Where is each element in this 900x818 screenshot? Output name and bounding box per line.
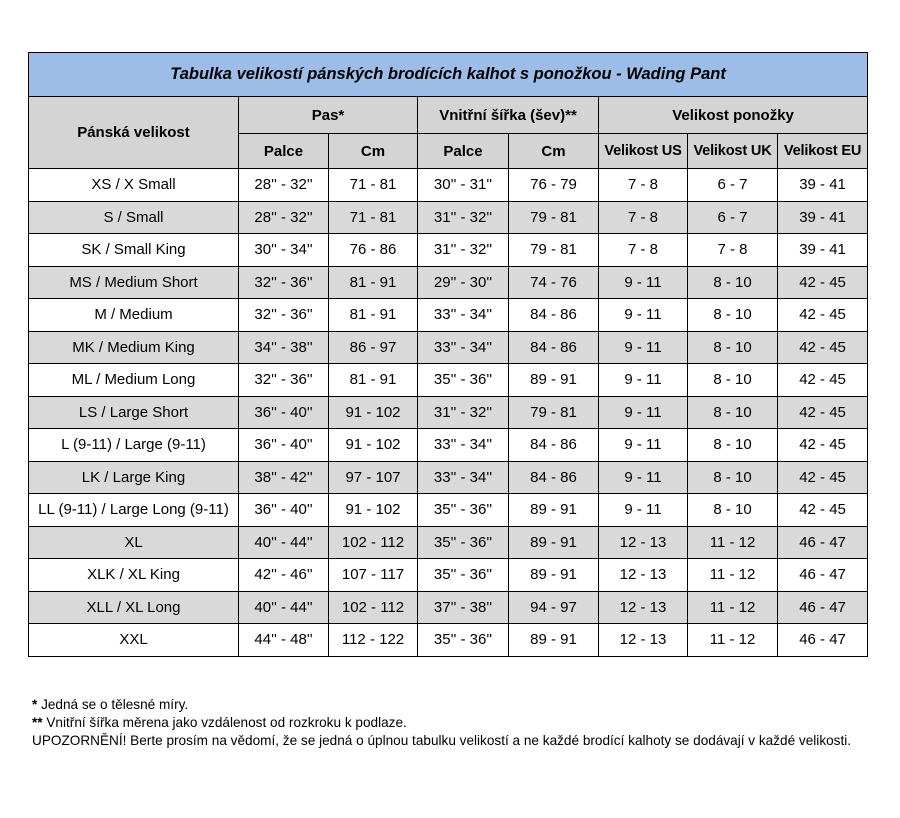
cell-waist-in: 30'' - 34'' bbox=[239, 234, 329, 267]
cell-size: L (9-11) / Large (9-11) bbox=[29, 429, 239, 462]
cell-inseam-in: 31'' - 32'' bbox=[418, 234, 509, 267]
size-chart bbox=[28, 52, 867, 657]
subheader-waist-cm: Cm bbox=[329, 134, 418, 169]
cell-size: SK / Small King bbox=[29, 234, 239, 267]
subheader-inseam-cm: Cm bbox=[509, 134, 599, 169]
cell-inseam-in: 35'' - 36'' bbox=[418, 624, 509, 657]
cell-waist-in: 34'' - 38'' bbox=[239, 331, 329, 364]
table-row bbox=[29, 266, 868, 299]
cell-sock-us: 7 - 8 bbox=[599, 169, 688, 202]
cell-sock-eu: 46 - 47 bbox=[778, 591, 868, 624]
cell-inseam-cm: 74 - 76 bbox=[509, 266, 599, 299]
cell-waist-cm: 107 - 117 bbox=[329, 559, 418, 592]
footnote-1-marker: * bbox=[32, 697, 38, 712]
cell-sock-us: 9 - 11 bbox=[599, 461, 688, 494]
cell-sock-eu: 46 - 47 bbox=[778, 526, 868, 559]
table-body bbox=[29, 169, 868, 657]
cell-size: XL bbox=[29, 526, 239, 559]
header-inseam: Vnitřní šířka (šev)** bbox=[418, 97, 599, 134]
cell-sock-uk: 8 - 10 bbox=[688, 299, 778, 332]
cell-sock-us: 9 - 11 bbox=[599, 299, 688, 332]
cell-sock-uk: 8 - 10 bbox=[688, 429, 778, 462]
cell-waist-cm: 91 - 102 bbox=[329, 429, 418, 462]
cell-inseam-in: 33'' - 34'' bbox=[418, 331, 509, 364]
cell-inseam-in: 31'' - 32'' bbox=[418, 201, 509, 234]
cell-waist-cm: 102 - 112 bbox=[329, 591, 418, 624]
cell-sock-uk: 8 - 10 bbox=[688, 461, 778, 494]
cell-sock-us: 9 - 11 bbox=[599, 266, 688, 299]
cell-inseam-in: 35'' - 36'' bbox=[418, 364, 509, 397]
cell-waist-cm: 97 - 107 bbox=[329, 461, 418, 494]
cell-sock-eu: 42 - 45 bbox=[778, 494, 868, 527]
cell-waist-cm: 86 - 97 bbox=[329, 331, 418, 364]
cell-inseam-cm: 84 - 86 bbox=[509, 331, 599, 364]
warning-note: UPOZORNĚNÍ! Berte prosím na vědomí, že se jedná o úplnou tabulku velikostí a ne každé brodící kalhoty se dodávají v každé velikosti. bbox=[32, 733, 852, 748]
cell-waist-in: 40'' - 44'' bbox=[239, 526, 329, 559]
cell-inseam-in: 35'' - 36'' bbox=[418, 526, 509, 559]
cell-inseam-in: 33'' - 34'' bbox=[418, 299, 509, 332]
cell-waist-cm: 91 - 102 bbox=[329, 494, 418, 527]
table-row bbox=[29, 494, 868, 527]
cell-sock-uk: 11 - 12 bbox=[688, 526, 778, 559]
cell-sock-eu: 42 - 45 bbox=[778, 331, 868, 364]
cell-waist-cm: 102 - 112 bbox=[329, 526, 418, 559]
table-row bbox=[29, 559, 868, 592]
footnote-2 bbox=[32, 714, 852, 732]
cell-sock-us: 7 - 8 bbox=[599, 201, 688, 234]
cell-sock-us: 9 - 11 bbox=[599, 494, 688, 527]
cell-sock-uk: 8 - 10 bbox=[688, 396, 778, 429]
header-waist: Pas* bbox=[239, 97, 418, 134]
cell-sock-eu: 42 - 45 bbox=[778, 461, 868, 494]
table-row bbox=[29, 331, 868, 364]
cell-sock-eu: 46 - 47 bbox=[778, 559, 868, 592]
cell-waist-in: 28'' - 32'' bbox=[239, 169, 329, 202]
cell-inseam-cm: 79 - 81 bbox=[509, 396, 599, 429]
cell-sock-eu: 42 - 45 bbox=[778, 396, 868, 429]
cell-size: XLL / XL Long bbox=[29, 591, 239, 624]
cell-inseam-cm: 84 - 86 bbox=[509, 429, 599, 462]
cell-inseam-cm: 79 - 81 bbox=[509, 201, 599, 234]
cell-sock-us: 12 - 13 bbox=[599, 624, 688, 657]
cell-sock-us: 9 - 11 bbox=[599, 429, 688, 462]
cell-sock-uk: 11 - 12 bbox=[688, 624, 778, 657]
cell-waist-cm: 81 - 91 bbox=[329, 364, 418, 397]
cell-sock-uk: 8 - 10 bbox=[688, 266, 778, 299]
cell-size: LS / Large Short bbox=[29, 396, 239, 429]
cell-inseam-cm: 89 - 91 bbox=[509, 364, 599, 397]
cell-size: LL (9-11) / Large Long (9-11) bbox=[29, 494, 239, 527]
cell-sock-uk: 6 - 7 bbox=[688, 169, 778, 202]
cell-waist-in: 44'' - 48'' bbox=[239, 624, 329, 657]
cell-inseam-in: 37'' - 38'' bbox=[418, 591, 509, 624]
cell-size: MK / Medium King bbox=[29, 331, 239, 364]
cell-size: LK / Large King bbox=[29, 461, 239, 494]
cell-sock-eu: 42 - 45 bbox=[778, 429, 868, 462]
table-row bbox=[29, 396, 868, 429]
cell-waist-cm: 81 - 91 bbox=[329, 299, 418, 332]
cell-inseam-cm: 84 - 86 bbox=[509, 299, 599, 332]
cell-sock-eu: 39 - 41 bbox=[778, 169, 868, 202]
cell-size: XLK / XL King bbox=[29, 559, 239, 592]
cell-waist-in: 32'' - 36'' bbox=[239, 266, 329, 299]
cell-waist-cm: 71 - 81 bbox=[329, 201, 418, 234]
footnote-2-marker: ** bbox=[32, 715, 43, 730]
cell-sock-us: 9 - 11 bbox=[599, 396, 688, 429]
cell-sock-us: 9 - 11 bbox=[599, 331, 688, 364]
cell-waist-cm: 91 - 102 bbox=[329, 396, 418, 429]
cell-inseam-in: 35'' - 36'' bbox=[418, 559, 509, 592]
cell-waist-cm: 76 - 86 bbox=[329, 234, 418, 267]
cell-sock-uk: 11 - 12 bbox=[688, 559, 778, 592]
cell-sock-us: 9 - 11 bbox=[599, 364, 688, 397]
table-row bbox=[29, 201, 868, 234]
table-row bbox=[29, 299, 868, 332]
cell-sock-eu: 42 - 45 bbox=[778, 266, 868, 299]
cell-inseam-in: 31'' - 32'' bbox=[418, 396, 509, 429]
cell-waist-cm: 81 - 91 bbox=[329, 266, 418, 299]
cell-size: XXL bbox=[29, 624, 239, 657]
cell-waist-in: 36'' - 40'' bbox=[239, 494, 329, 527]
cell-waist-in: 38'' - 42'' bbox=[239, 461, 329, 494]
cell-inseam-in: 33'' - 34'' bbox=[418, 461, 509, 494]
table-row bbox=[29, 591, 868, 624]
cell-sock-eu: 39 - 41 bbox=[778, 201, 868, 234]
cell-sock-uk: 6 - 7 bbox=[688, 201, 778, 234]
cell-waist-in: 28'' - 32'' bbox=[239, 201, 329, 234]
cell-sock-uk: 8 - 10 bbox=[688, 364, 778, 397]
table-row bbox=[29, 624, 868, 657]
cell-sock-eu: 46 - 47 bbox=[778, 624, 868, 657]
cell-sock-us: 12 - 13 bbox=[599, 526, 688, 559]
table-title: Tabulka velikostí pánských brodících kalhot s ponožkou - Wading Pant bbox=[29, 53, 868, 97]
table-row bbox=[29, 429, 868, 462]
cell-waist-cm: 71 - 81 bbox=[329, 169, 418, 202]
size-table bbox=[28, 52, 868, 657]
cell-sock-uk: 11 - 12 bbox=[688, 591, 778, 624]
cell-size: ML / Medium Long bbox=[29, 364, 239, 397]
cell-inseam-cm: 84 - 86 bbox=[509, 461, 599, 494]
subheader-waist-in: Palce bbox=[239, 134, 329, 169]
table-row bbox=[29, 364, 868, 397]
cell-sock-eu: 42 - 45 bbox=[778, 299, 868, 332]
footnote-1-text: Jedná se o tělesné míry. bbox=[37, 697, 189, 712]
table-row bbox=[29, 169, 868, 202]
cell-waist-in: 36'' - 40'' bbox=[239, 429, 329, 462]
cell-inseam-cm: 89 - 91 bbox=[509, 526, 599, 559]
cell-size: S / Small bbox=[29, 201, 239, 234]
footnote-2-text: Vnitřní šířka měrena jako vzdálenost od rozkroku k podlaze. bbox=[42, 715, 407, 730]
cell-sock-us: 12 - 13 bbox=[599, 591, 688, 624]
cell-sock-us: 12 - 13 bbox=[599, 559, 688, 592]
footnotes bbox=[32, 696, 852, 750]
cell-inseam-cm: 94 - 97 bbox=[509, 591, 599, 624]
header-size: Pánská velikost bbox=[29, 97, 239, 169]
cell-size: MS / Medium Short bbox=[29, 266, 239, 299]
table-row bbox=[29, 234, 868, 267]
cell-waist-in: 32'' - 36'' bbox=[239, 364, 329, 397]
cell-inseam-cm: 89 - 91 bbox=[509, 624, 599, 657]
table-row bbox=[29, 526, 868, 559]
cell-waist-cm: 112 - 122 bbox=[329, 624, 418, 657]
footnote-1 bbox=[32, 696, 852, 714]
cell-size: XS / X Small bbox=[29, 169, 239, 202]
cell-size: M / Medium bbox=[29, 299, 239, 332]
cell-inseam-cm: 89 - 91 bbox=[509, 559, 599, 592]
subheader-sock-us: Velikost US bbox=[599, 134, 688, 169]
cell-sock-eu: 39 - 41 bbox=[778, 234, 868, 267]
cell-inseam-cm: 89 - 91 bbox=[509, 494, 599, 527]
table-row bbox=[29, 461, 868, 494]
cell-inseam-in: 30'' - 31'' bbox=[418, 169, 509, 202]
subheader-inseam-in: Palce bbox=[418, 134, 509, 169]
cell-waist-in: 42'' - 46'' bbox=[239, 559, 329, 592]
cell-inseam-in: 35'' - 36'' bbox=[418, 494, 509, 527]
subheader-sock-uk: Velikost UK bbox=[688, 134, 778, 169]
cell-waist-in: 36'' - 40'' bbox=[239, 396, 329, 429]
cell-sock-uk: 8 - 10 bbox=[688, 331, 778, 364]
cell-sock-uk: 7 - 8 bbox=[688, 234, 778, 267]
header-sock: Velikost ponožky bbox=[599, 97, 868, 134]
cell-inseam-in: 29'' - 30'' bbox=[418, 266, 509, 299]
cell-waist-in: 32'' - 36'' bbox=[239, 299, 329, 332]
cell-sock-eu: 42 - 45 bbox=[778, 364, 868, 397]
cell-inseam-cm: 76 - 79 bbox=[509, 169, 599, 202]
cell-waist-in: 40'' - 44'' bbox=[239, 591, 329, 624]
cell-inseam-cm: 79 - 81 bbox=[509, 234, 599, 267]
cell-sock-uk: 8 - 10 bbox=[688, 494, 778, 527]
subheader-sock-eu: Velikost EU bbox=[778, 134, 868, 169]
cell-inseam-in: 33'' - 34'' bbox=[418, 429, 509, 462]
cell-sock-us: 7 - 8 bbox=[599, 234, 688, 267]
